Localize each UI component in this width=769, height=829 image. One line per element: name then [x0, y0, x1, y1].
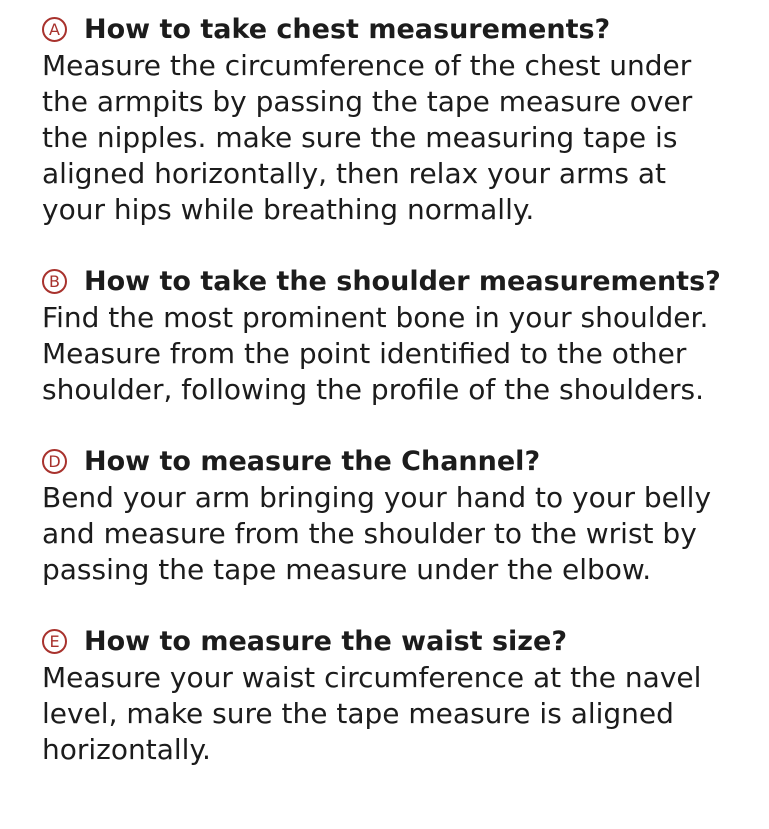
letter-b-badge-icon: B: [42, 269, 67, 294]
section-shoulder: [42, 264, 762, 408]
letter-e-badge-icon: E: [42, 629, 67, 654]
section-waist: [42, 624, 762, 768]
body-line: Measure from the point identified to the other: [42, 337, 687, 370]
body-line: Measure the circumference of the chest under: [42, 49, 692, 82]
section-heading: [42, 624, 762, 660]
body-line: aligned horizontally, then relax your arms at: [42, 157, 667, 190]
body-line: level, make sure the tape measure is aligned: [42, 697, 674, 730]
body-line: shoulder, following the profile of the shoulders.: [42, 373, 705, 406]
section-title: How to take the shoulder measurements?: [84, 266, 721, 297]
section-channel: [42, 444, 762, 588]
body-line: and measure from the shoulder to the wrist by: [42, 517, 697, 550]
body-line: the armpits by passing the tape measure over: [42, 85, 693, 118]
body-line: the nipples. make sure the measuring tape is: [42, 121, 678, 154]
section-title: How to take chest measurements?: [84, 14, 611, 45]
body-line: horizontally.: [42, 733, 211, 766]
body-line: Measure your waist circumference at the navel: [42, 661, 702, 694]
body-line: your hips while breathing normally.: [42, 193, 535, 226]
section-title: How to measure the Channel?: [84, 446, 541, 477]
letter-d-badge-icon: D: [42, 449, 67, 474]
measurement-guide: [42, 12, 762, 804]
letter-a-badge-icon: A: [42, 17, 67, 42]
section-heading: [42, 264, 762, 300]
body-line: passing the tape measure under the elbow.: [42, 553, 652, 586]
body-line: Bend your arm bringing your hand to your belly: [42, 481, 712, 514]
section-chest: [42, 12, 762, 228]
body-line: Find the most prominent bone in your shoulder.: [42, 301, 709, 334]
section-heading: [42, 444, 762, 480]
section-heading: [42, 12, 762, 48]
section-title: How to measure the waist size?: [84, 626, 567, 657]
